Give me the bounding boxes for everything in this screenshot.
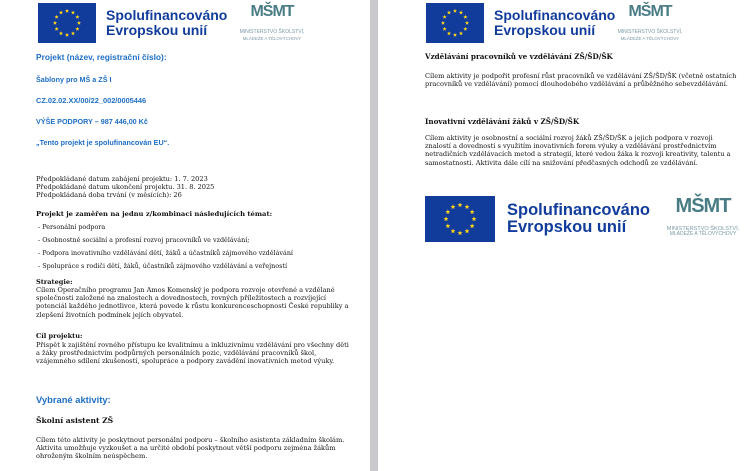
eu-star-icon [75,15,79,19]
eu-star-icon [472,216,477,221]
list-item: - Osobnostně sociální a profesní rozvoj pracovníků ve vzdělávání; [38,236,250,244]
eu-star-icon [465,204,470,209]
text-line: Cílem aktivity je osobnostní a sociální rozvoj žáků ZŠ/ŠD/ŠK a jejich podpora v rozvoji [425,134,713,142]
eu-star-icon [71,10,75,14]
text-line: Přispět k zajištění rovného přístupu ke kvalitnímu a inkluzivnímu vzdělávání pro všechny děti [36,341,349,349]
eu-star-icon [463,27,467,31]
eu-flag-icon [38,3,96,43]
eu-star-icon [71,31,75,35]
staff-education-heading: Vzdělávání pracovníků ve vzdělávání ZŠ/ŠD/ŠK [425,52,613,61]
eu-star-icon [53,21,57,25]
registration-number: CZ.02.02.XX/00/22_002/0005446 [36,96,147,105]
eu-star-icon [465,229,470,234]
support-amount: VÝŠE PODPORY – 987 446,00 Kč [36,117,148,126]
msmt-logo [610,4,690,41]
staff-education-text [425,72,736,88]
msmt-logo-line1: MINISTERSTVO ŠKOLSTVÍ, [666,226,740,232]
text-line: potenciál každého jednotlivce, která povede k růstu konkurenceschopnosti České republiky a [36,302,349,311]
text-line: samostatnosti. Aktivita dále cílí na snižování předčasných odchodů ze vzdělávání. [425,158,698,167]
msmt-mark: MŠMT [628,3,672,20]
eu-star-icon [443,15,447,19]
innovative-education-text [425,134,731,167]
eu-star-icon [65,33,69,37]
eu-star-icon [55,15,59,19]
goal-text [36,341,349,366]
msmt-logo-large [654,196,752,238]
eu-cofunded-logo [38,3,227,43]
list-item: - Spolupráce s rodiči dětí, žáků, účastníků zájmového vzdělávání a veřejností [38,262,288,270]
focus-list [38,221,293,273]
eu-star-icon [445,209,450,214]
eu-star-icon [445,223,450,228]
project-label: Projekt (název, registrační číslo): [36,52,167,62]
msmt-mark: MŠMT [250,3,294,20]
eu-star-icon [451,229,456,234]
eu-star-icon [470,223,475,228]
activities-heading: Vybrané aktivity: [36,394,111,405]
msmt-logo-line2: MLÁDEŽE A TĚLOVÝCHOVY [669,231,737,238]
text-line: Aktivita umožňuje vyzkoušet a na určité období poskytnout větší podporu zejména žákům [36,444,336,453]
eu-star-icon [453,9,457,13]
eu-cofunded-logo-large [425,196,650,242]
school-assistant-text [36,436,344,461]
eu-flag-icon [426,3,484,43]
eu-star-icon [453,33,457,37]
start-date: Předpokládané datum zahájení projektu: 1. 7. 2023 [36,175,208,183]
msmt-logo [232,4,312,41]
eu-logo-line1: Spolufinancováno [494,7,616,24]
text-line: Cílem této aktivity je poskytnout personální podporu – školního asistenta základním školám. [36,436,345,444]
list-item: - Podpora inovativního vzdělávání dětí, žáků a účastníků zájmového vzdělávání [38,249,293,257]
text-line: Cílem Operačního programu Jan Amos Komenský je podpora rozvoje otevřené a vzdělané [36,286,335,294]
cofunded-statement: „Tento projekt je spolufinancován EU“. [36,138,170,147]
eu-star-icon [59,10,63,14]
school-assistant-heading: Školní asistent ZŠ [36,416,114,425]
end-date: Předpokládané datum ukončení projektu. 31. 8. 2025 [36,183,215,192]
eu-star-icon [447,10,451,14]
text-line: a žáky prostřednictvím podpůrných personálních pozic, vzdělávání pracovníků škol, [36,349,317,358]
eu-star-icon [441,21,445,25]
eu-star-icon [59,31,63,35]
eu-star-icon [470,209,475,214]
goal-heading: Cíl projektu: [36,332,83,340]
innovative-education-heading: Inovativní vzdělávání žáků v ZŠ/ŠD/ŠK [425,117,580,126]
eu-flag-icon [425,196,495,242]
text-line: netradičních vzdělávacích metod a strategií, které vedou žáka k rozvoji kreativity, talentu a [425,150,731,159]
eu-star-icon [447,31,451,35]
text-line: vzájemného sdílení zkušeností, spolupráce a podpory zavádění inovativních metod výuky. [36,357,335,366]
strategy-heading: Strategie: [36,278,73,286]
text-line: ohroženým školním neúspěchem. [36,452,148,461]
page-gap [370,0,378,471]
document-page-right [378,0,755,471]
list-item: - Personální podpora [38,223,106,231]
eu-logo-line2: Evropskou unií [507,218,627,236]
eu-star-icon [77,21,81,25]
strategy-text [36,286,349,319]
focus-heading: Projekt je zaměřen na jednu z/kombinaci následujících témat: [36,210,273,218]
eu-star-icon [451,204,456,209]
eu-star-icon [65,9,69,13]
eu-star-icon [463,15,467,19]
eu-logo-line1: Spolufinancováno [106,7,228,24]
eu-logo-line2: Evropskou unií [106,22,208,38]
eu-logo-line1: Spolufinancováno [507,200,651,219]
eu-star-icon [444,216,449,221]
msmt-logo-line2: MLÁDEŽE A TĚLOVÝCHOVY [620,35,680,41]
text-line: zlepšení životních podmínek jejích obyvatel. [36,310,184,319]
eu-star-icon [55,27,59,31]
eu-star-icon [75,27,79,31]
msmt-logo-line2: MLÁDEŽE A TĚLOVÝCHOVY [242,35,302,41]
eu-logo-line2: Evropskou unií [494,22,596,38]
document-page-left [0,0,370,471]
eu-star-icon [459,31,463,35]
eu-star-icon [465,21,469,25]
eu-star-icon [458,230,463,235]
msmt-logo-line1: MINISTERSTVO ŠKOLSTVÍ, [239,29,305,35]
text-line: společnosti založené na znalostech a dovednostech, rovných příležitostech a rozvíjející [36,294,327,303]
eu-star-icon [443,27,447,31]
text-line: pracovníků ve vzdělávání) pomocí dlouhodobého vzdělávání a průběžného sebevzdělávání. [425,80,728,89]
eu-star-icon [459,10,463,14]
project-dates [36,175,214,200]
msmt-logo-line1: MINISTERSTVO ŠKOLSTVÍ, [617,29,683,35]
project-name: Šablony pro MŠ a ZŠ I [36,75,112,84]
text-line: Cílem aktivity je podpořit profesní růst pracovníků ve vzdělávání ZŠ/ŠD/ŠK (včetně ostatních [425,72,737,80]
msmt-mark: MŠMT [675,195,731,217]
eu-star-icon [458,202,463,207]
text-line: znalostí a dovedností s využitím inovativních forem výuky a vzdělávání prostřednictvím [425,142,717,151]
duration: Předpokládaná doba trvání (v měsících): 26 [36,191,182,200]
eu-cofunded-logo [426,3,615,43]
